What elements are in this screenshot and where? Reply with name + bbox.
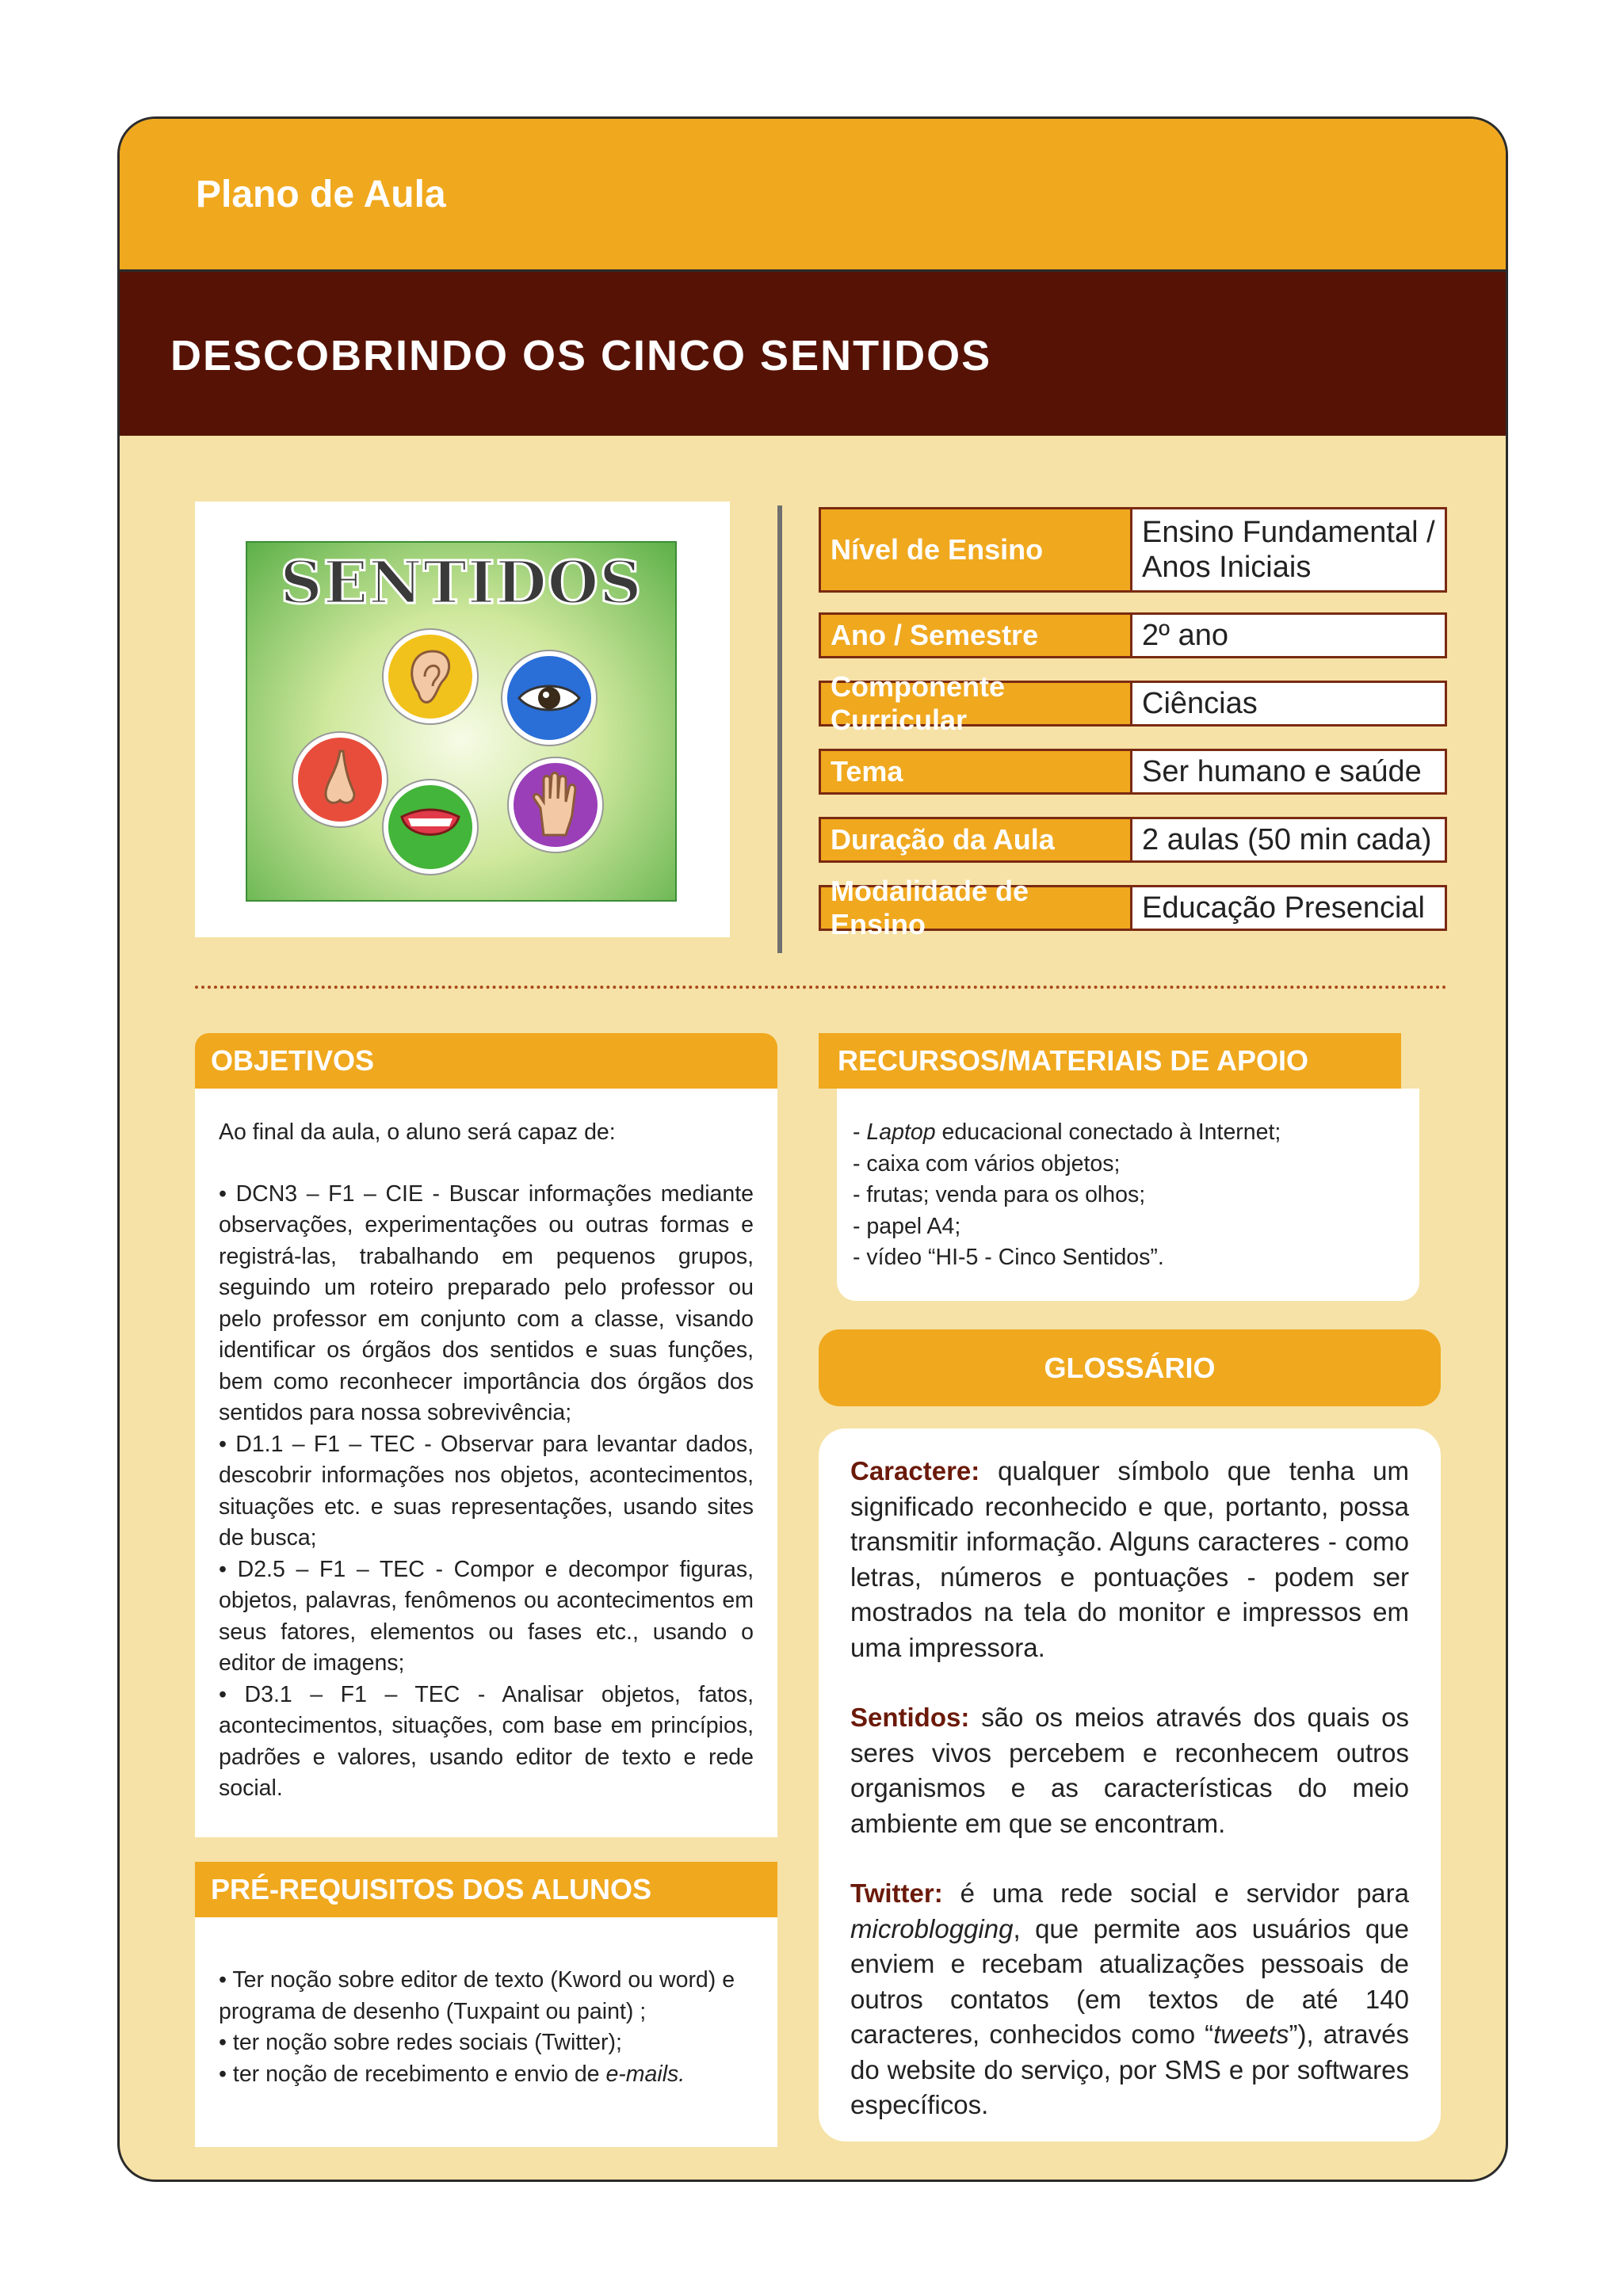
objetivos-body: [195, 1089, 777, 1837]
hand-icon: [509, 758, 602, 852]
info-row-nivel: [819, 507, 1447, 593]
recursos-item: - frutas; venda para os olhos;: [853, 1182, 1146, 1207]
glossario-entry-sentidos: [850, 1700, 1409, 1841]
info-value: Ser humano e saúde: [1142, 755, 1422, 788]
glossario-entry-caractere: [850, 1454, 1409, 1665]
illustration-title: SENTIDOS: [280, 549, 643, 617]
list-item: • Ter noção sobre editor de texto (Kword ou word) e programa de desenho (Tuxpaint ou paint) ;: [219, 1967, 735, 2024]
list-item: • ter noção sobre redes sociais (Twitter);: [219, 2030, 622, 2055]
glossary-italic: tweets: [1213, 2019, 1289, 2049]
recursos-item: - vídeo “HI-5 - Cinco Sentidos”.: [853, 1245, 1164, 1270]
info-key: Duração da Aula: [821, 819, 1132, 860]
list-item: • D2.5 – F1 – TEC - Compor e decompor figuras, objetos, palavras, fenômenos ou acontecimentos em seus fatores, elementos ou fases etc., usando o editor de imagens;: [219, 1556, 754, 1676]
recursos-item: - papel A4;: [853, 1213, 961, 1239]
glossary-definition: ”), através do website do serviço, por SMS e por softwares específicos.: [850, 2019, 1409, 2119]
header-label: Plano de Aula: [196, 174, 446, 215]
list-item: • D3.1 – F1 – TEC - Analisar objetos, fatos, acontecimentos, situações, com base em princípios, padrões e valores, usando editor de texto e rede social.: [219, 1681, 754, 1801]
info-value: Ciências: [1142, 687, 1258, 720]
glossario-text: [850, 1454, 1409, 2123]
info-row-componente: [819, 670, 1447, 736]
glossario-entry-twitter: [850, 1876, 1409, 2123]
info-key: Tema: [821, 751, 1132, 792]
recursos-item-prefix: -: [853, 1119, 867, 1145]
info-value: 2 aulas (50 min cada): [1142, 823, 1432, 856]
info-value: 2º ano: [1142, 619, 1228, 652]
info-row-ano: [819, 612, 1447, 658]
section-separator: [195, 986, 1447, 989]
recursos-body: [837, 1089, 1419, 1301]
recursos-item-italic: Laptop: [866, 1119, 936, 1145]
recursos-item: - caixa com vários objetos;: [853, 1150, 1121, 1177]
list-item: • D1.1 – F1 – TEC - Observar para levantar dados, descobrir informações nos objetos, acontecimentos, situações etc. e suas representações, usando sites de busca;: [219, 1431, 754, 1550]
recursos-header: [819, 1033, 1401, 1089]
list-item-italic: e-mails.: [605, 2061, 685, 2087]
prerequisitos-title: PRÉ-REQUISITOS DOS ALUNOS: [211, 1873, 652, 1905]
recursos-text: [853, 1117, 1403, 1274]
glossary-term: Twitter:: [850, 1878, 943, 1908]
senses-illustration: [195, 502, 730, 937]
info-key: Componente Curricular: [821, 683, 1132, 724]
list-item: [219, 2059, 754, 2091]
recursos-item-rest: educacional conectado à Internet;: [935, 1119, 1281, 1145]
glossary-definition: é uma rede social e servidor para: [942, 1878, 1409, 1908]
glossary-definition: qualquer símbolo que tenha um significado reconhecido e que, portanto, possa transmitir informação. Alguns caracteres - como letras, números e pontuações - podem ser mostrados na tela do monitor e impressos em uma impressora.: [850, 1456, 1409, 1662]
info-key: Modalidade de Ensino: [821, 887, 1132, 929]
objetivos-intro: Ao final da aula, o aluno será capaz de:: [219, 1119, 616, 1145]
list-item: • DCN3 – F1 – CIE - Buscar informações mediante observações, experimentações ou outras formas e registrá-las, trabalhando em pequenos grupos, seguindo um roteiro preparado pelo professor ou pelo professor em conjunto com a classe, visando identificar os órgãos dos sentidos e suas funções, bem como reconhecer importância dos órgãos dos sentidos para nossa sobrevivência;: [219, 1180, 754, 1425]
title-bar: [120, 272, 1506, 436]
recursos-title: RECURSOS/MATERIAIS DE APOIO: [838, 1044, 1309, 1077]
info-row-tema: [819, 749, 1447, 795]
glossary-term: Caractere:: [850, 1456, 980, 1486]
eye-icon: [502, 651, 596, 745]
info-value: Educação Presencial: [1142, 891, 1425, 925]
mouth-icon: [384, 780, 477, 874]
glossary-term: Sentidos:: [850, 1703, 970, 1732]
glossario-title: GLOSSÁRIO: [1044, 1351, 1216, 1384]
info-key: Nível de Ensino: [821, 509, 1132, 590]
page-title: DESCOBRINDO OS CINCO SENTIDOS: [170, 332, 992, 379]
objetivos-header: [195, 1033, 777, 1089]
objetivos-title: OBJETIVOS: [211, 1044, 375, 1077]
info-row-duracao: [819, 817, 1447, 863]
info-row-modalidade: [819, 875, 1447, 940]
prerequisitos-text: [219, 1965, 754, 2090]
header-bar: [120, 119, 1506, 272]
glossary-italic: microblogging: [850, 1913, 1014, 1943]
recursos-item: [853, 1117, 1403, 1149]
glossario-body: [819, 1428, 1441, 2142]
info-key: Ano / Semestre: [821, 615, 1132, 656]
info-value: Ensino Fundamental / Anos Iniciais: [1142, 516, 1435, 584]
nose-icon: [293, 733, 387, 826]
lesson-plan-card: [117, 116, 1508, 2182]
prerequisitos-body: [195, 1917, 777, 2147]
glossario-header: [819, 1329, 1441, 1406]
glossary-definition: , que permite aos usuários que enviem e recebam atualizações pessoais de outros contatos (em textos de até 140 caracteres, conhecidos como “: [850, 1913, 1409, 2049]
objetivos-list: [219, 1179, 754, 1805]
prerequisitos-header: [195, 1862, 777, 1917]
glossary-definition: são os meios através dos quais os seres vivos percebem e reconhecem outros organismos e as características do meio ambiente em que se encontram.: [850, 1703, 1409, 1838]
objetivos-text: [219, 1117, 754, 1805]
ear-icon: [384, 630, 477, 723]
vertical-divider: [777, 505, 782, 953]
prerequisitos-list: [219, 1965, 754, 2090]
list-item-text: • ter noção de recebimento e envio de: [219, 2061, 606, 2087]
senses-illustration-inner: [246, 541, 677, 902]
